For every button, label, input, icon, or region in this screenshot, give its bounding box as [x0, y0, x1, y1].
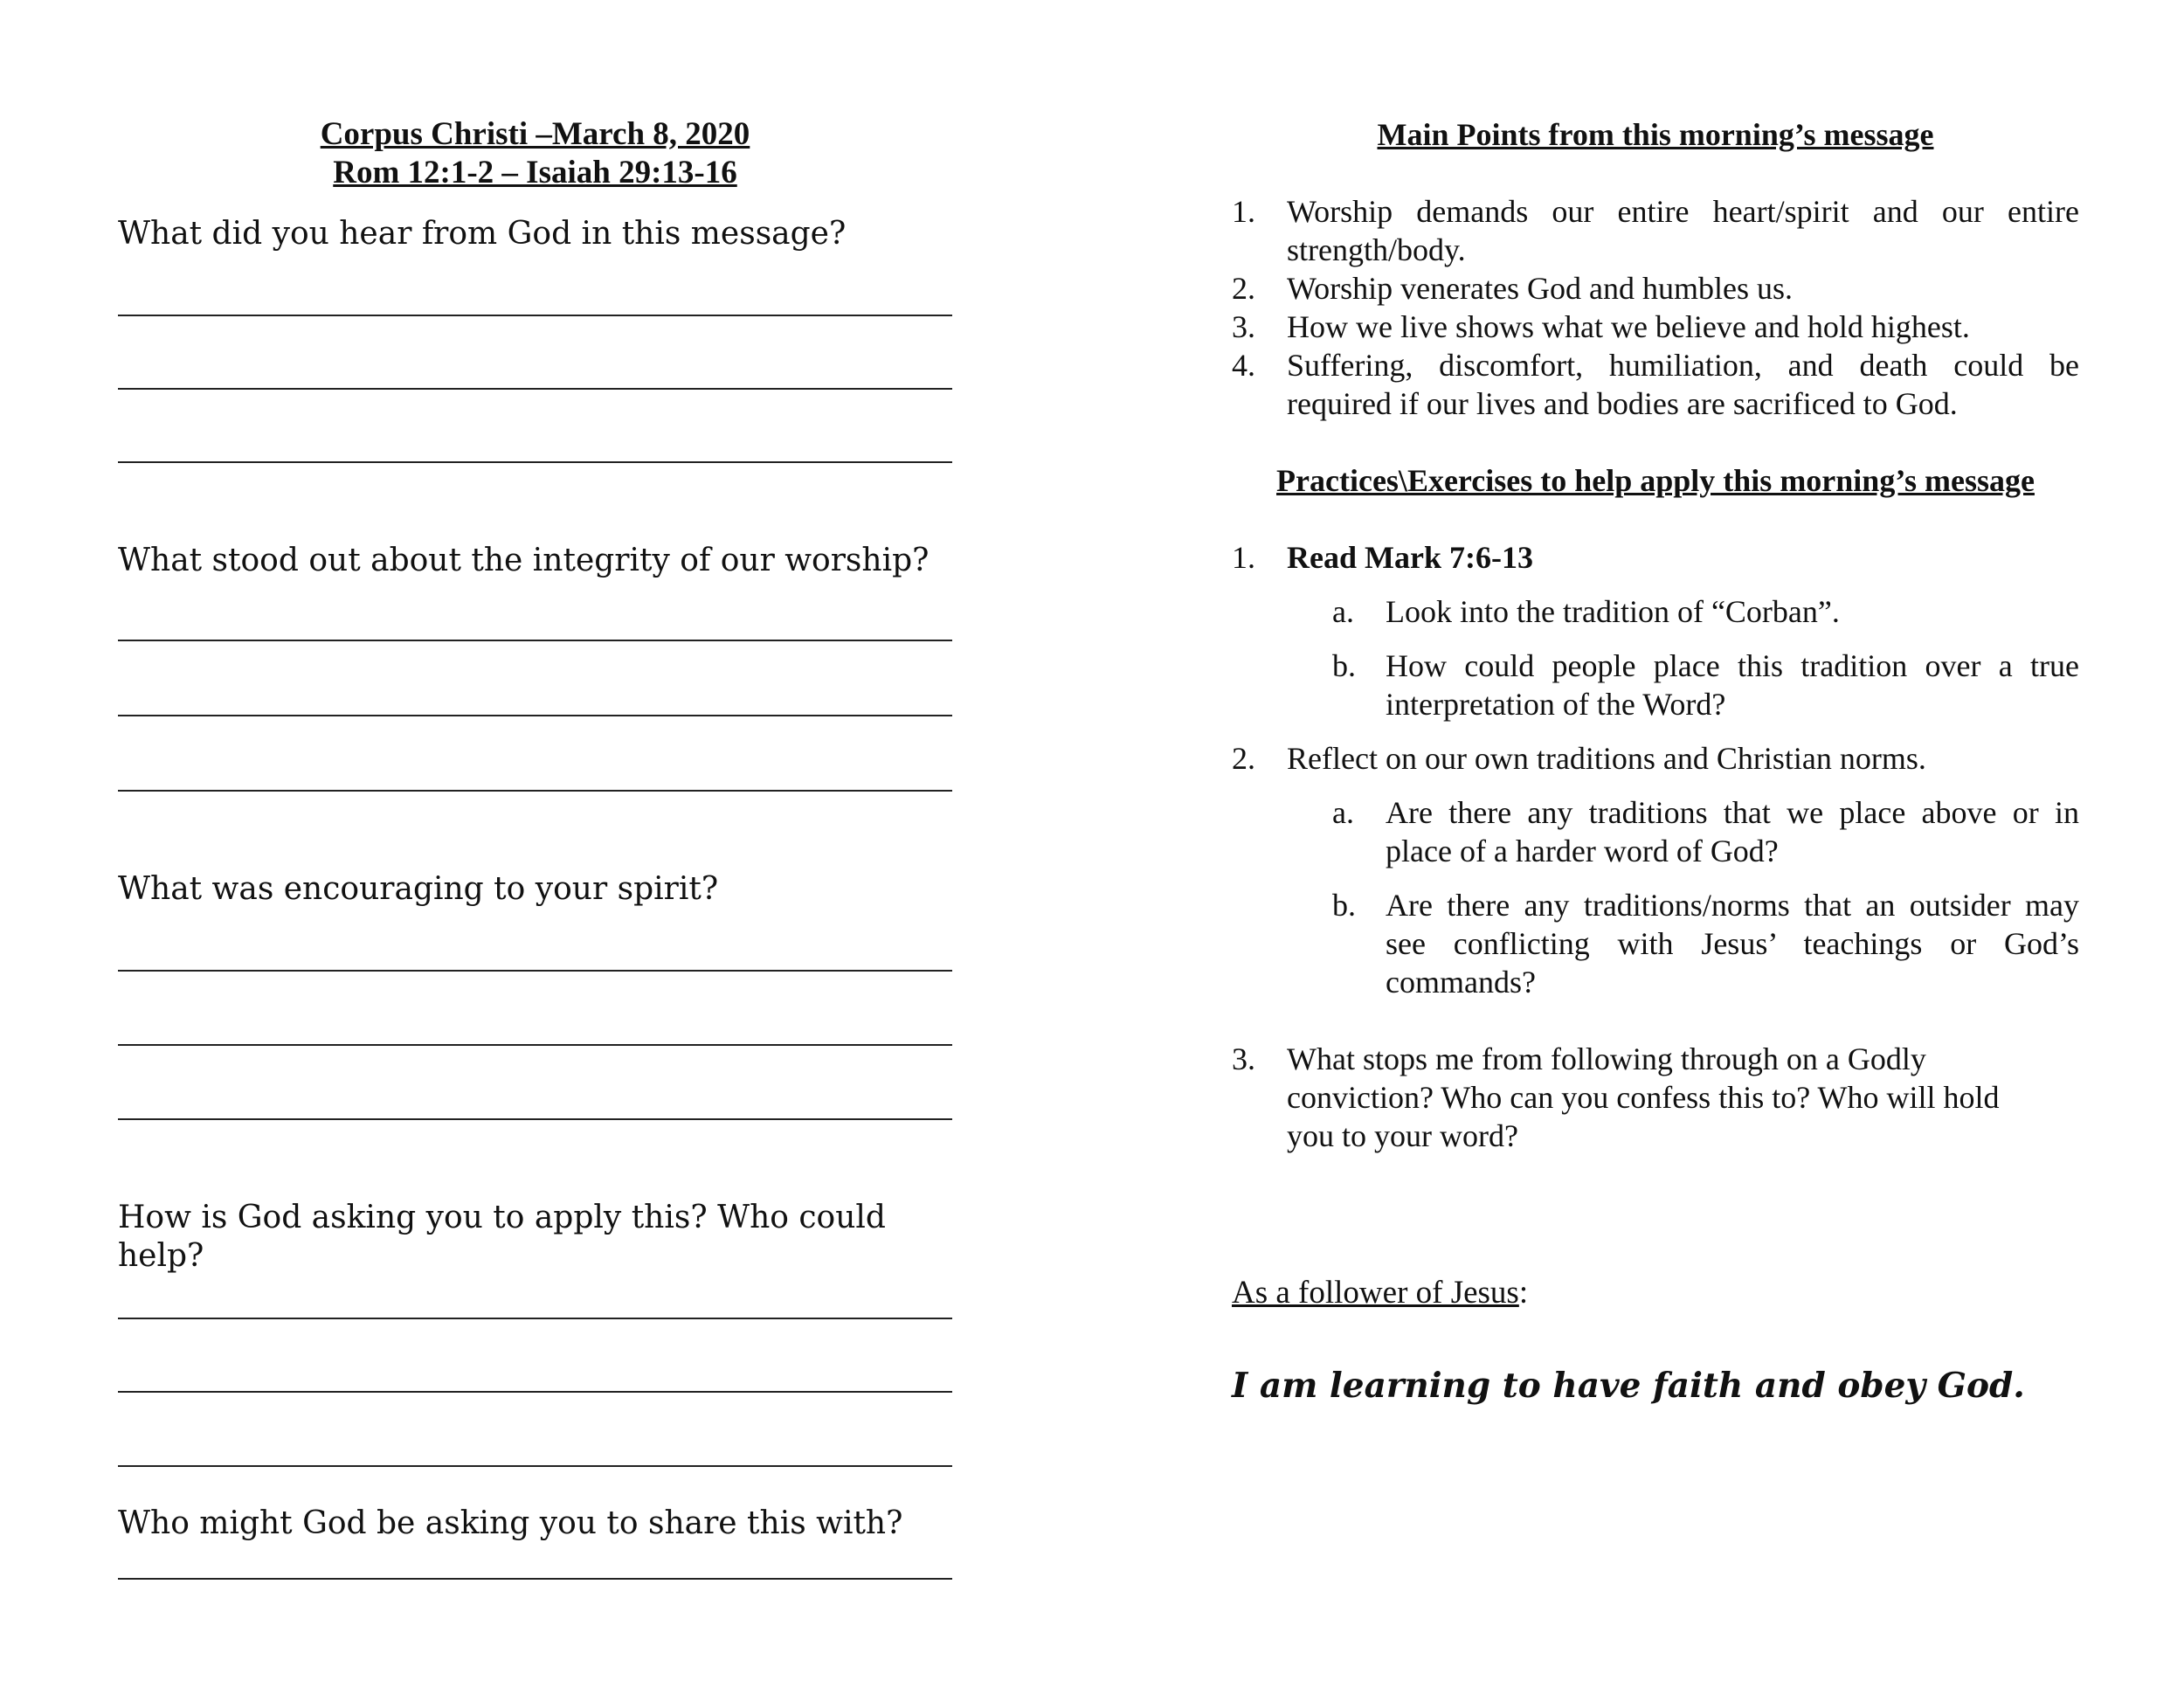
main-point-text: Worship demands our entire heart/spirit and our entire strength/body. — [1287, 194, 2079, 267]
main-points-list — [1232, 192, 2079, 423]
sub-item-text: Look into the tradition of “Corban”. — [1386, 594, 1840, 629]
sub-item-letter: b. — [1332, 648, 1356, 683]
sub-item-text: Are there any traditions that we place above or in place of a harder word of God? — [1386, 795, 2079, 868]
main-point-item — [1232, 346, 2079, 423]
item-number: 3. — [1232, 1041, 1255, 1076]
answer-line[interactable] — [118, 1578, 952, 1580]
item-number: 3. — [1232, 309, 1255, 344]
answer-line[interactable] — [118, 388, 952, 390]
question-share: Who might God be asking you to share this with? — [118, 1505, 903, 1541]
item-number: 2. — [1232, 271, 1255, 306]
answer-line[interactable] — [118, 790, 952, 792]
answer-line[interactable] — [118, 1044, 952, 1046]
item-number: 1. — [1232, 194, 1255, 229]
main-point-text: How we live shows what we believe and hold highest. — [1287, 309, 1970, 344]
question-heard-from-god: What did you hear from God in this message? — [118, 216, 847, 252]
item-number: 4. — [1232, 348, 1255, 383]
sub-item-text: Are there any traditions/norms that an outsider may see conflicting with Jesus’ teachings or God’s commands? — [1386, 888, 2079, 1000]
main-point-item — [1232, 308, 2079, 346]
practice-item — [1232, 538, 2079, 577]
answer-line[interactable] — [118, 1465, 952, 1467]
answer-line[interactable] — [118, 1118, 952, 1120]
practice-sub-item — [1232, 592, 2079, 631]
reflection-worksheet — [118, 115, 952, 1580]
main-point-item — [1232, 269, 2079, 308]
practices-list — [1232, 538, 2079, 577]
practices-list — [1232, 739, 2079, 778]
sub-item-text: How could people place this tradition over a true interpretation of the Word? — [1386, 648, 2079, 722]
scripture-references: Rom 12:1-2 – Isaiah 29:13-16 — [333, 155, 737, 190]
sub-item-letter: a. — [1332, 594, 1354, 629]
answer-line[interactable] — [118, 970, 952, 972]
practice-sub-item — [1232, 793, 2079, 870]
question-encouraging: What was encouraging to your spirit? — [118, 871, 719, 907]
main-point-text: Worship venerates God and humbles us. — [1287, 271, 1793, 306]
practices-list — [1232, 1040, 2079, 1155]
practice-text: Reflect on our own traditions and Christian norms. — [1287, 741, 1926, 776]
faith-motto: I am learning to have faith and obey God. — [1232, 1366, 2025, 1406]
answer-line[interactable] — [118, 640, 952, 641]
answer-line[interactable] — [118, 715, 952, 716]
practices-heading: Practices\Exercises to help apply this morning’s message — [1276, 463, 2035, 498]
practice-text: What stops me from following through on a Godly conviction? Who can you confess this to? Who will hold you to your word? — [1287, 1041, 2000, 1153]
follower-label: As a follower of Jesus — [1232, 1275, 1519, 1311]
sermon-title: Corpus Christi –March 8, 2020 — [320, 116, 750, 152]
practice-text: Read Mark 7:6-13 — [1287, 540, 1533, 575]
message-summary — [1232, 115, 2079, 1407]
practice-sub-list — [1232, 592, 2079, 723]
follower-statement — [1232, 1274, 2079, 1312]
main-points-heading: Main Points from this morning’s message — [1377, 117, 1934, 152]
answer-line[interactable] — [118, 315, 952, 316]
practice-sub-list — [1232, 793, 2079, 1001]
practice-item — [1232, 739, 2079, 778]
practice-sub-item — [1232, 647, 2079, 723]
item-number: 1. — [1232, 540, 1255, 575]
follower-colon: : — [1518, 1275, 1529, 1311]
main-point-text: Suffering, discomfort, humiliation, and death could be required if our lives and bodies are sacrificed to God. — [1287, 348, 2079, 421]
answer-line[interactable] — [118, 1391, 952, 1393]
practice-item — [1232, 1040, 2079, 1155]
question-apply: How is God asking you to apply this? Who could help? — [118, 1200, 886, 1274]
answer-line[interactable] — [118, 1318, 952, 1319]
main-point-item — [1232, 192, 2079, 269]
answer-line[interactable] — [118, 461, 952, 463]
sub-item-letter: b. — [1332, 888, 1356, 923]
practice-sub-item — [1232, 886, 2079, 1001]
sub-item-letter: a. — [1332, 795, 1354, 830]
item-number: 2. — [1232, 741, 1255, 776]
question-worship-integrity: What stood out about the integrity of our worship? — [118, 543, 930, 578]
